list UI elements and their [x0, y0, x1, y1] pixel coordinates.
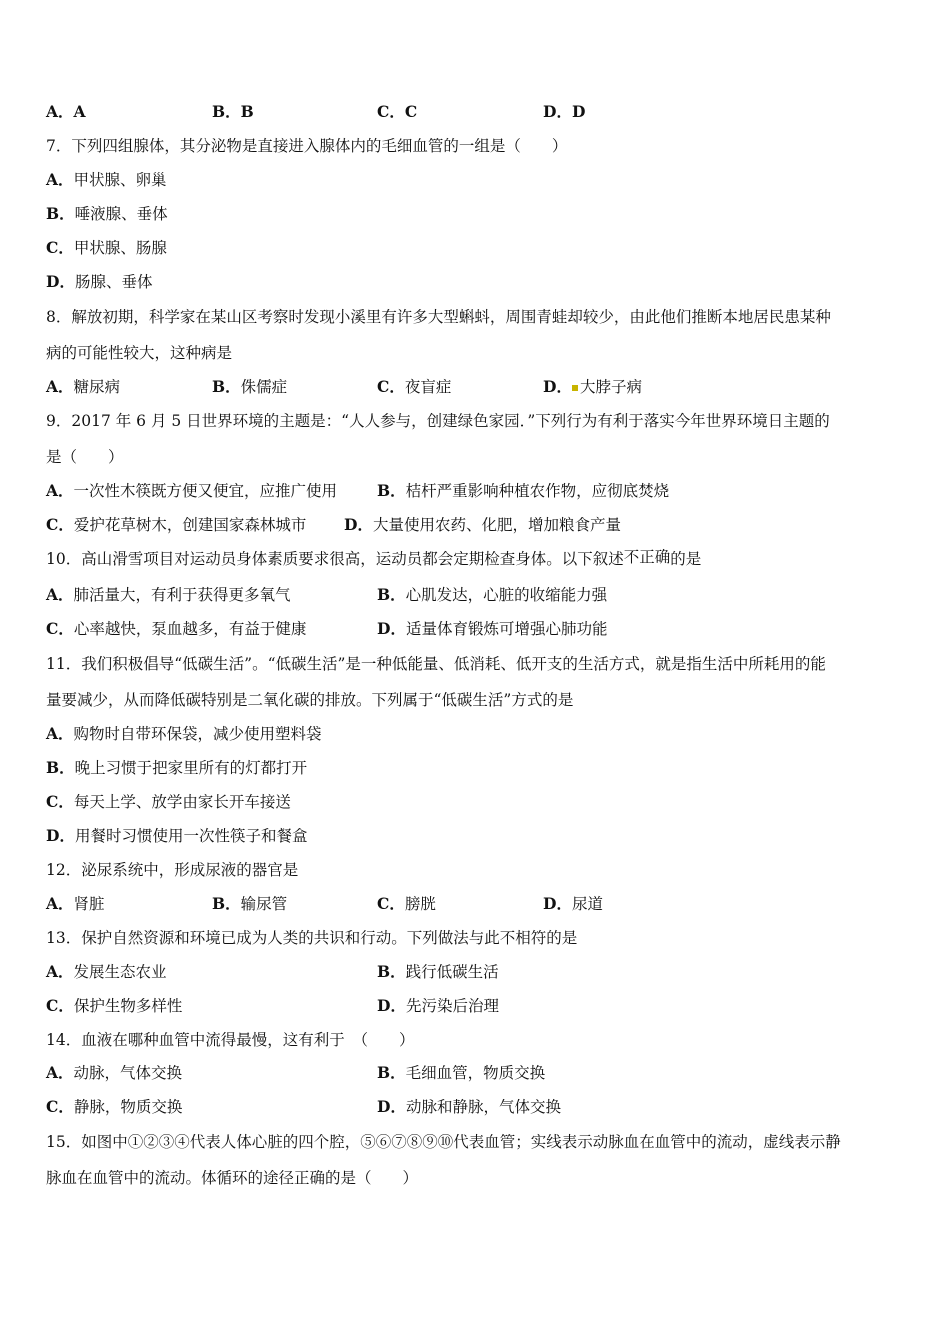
option-text: 膀胱: [404, 895, 436, 913]
q9-option-c: [46, 515, 306, 535]
option-letter: C．: [46, 619, 74, 638]
option-letter: A．: [46, 1063, 74, 1082]
q11-option-a: [46, 724, 322, 744]
option-text: 桔杆严重影响种植农作物，应彻底焚烧: [405, 482, 670, 500]
option-text: 动脉，气体交换: [73, 1064, 183, 1082]
q7-option-d: [46, 272, 152, 292]
q8-stem-line1: 8．解放初期，科学家在某山区考察时发现小溪里有许多大型蝌蚪，周围青蛙却较少，由此他们推断本地居民患某种: [46, 308, 831, 326]
q6-option-a: [46, 102, 86, 122]
option-text: 先污染后治理: [405, 997, 499, 1015]
option-letter: B．: [46, 758, 75, 777]
q10-stem-part3: 的是: [670, 550, 702, 568]
q14-stem: 14．血液在哪种血管中流得最慢，这有利于 （ ）: [46, 1031, 415, 1049]
q12-option-d: [543, 894, 603, 914]
option-text: 保护生物多样性: [73, 997, 183, 1015]
q9-stem-line2: 是（ ）: [46, 448, 124, 466]
option-text: 夜盲症: [404, 378, 452, 396]
q14-option-c: [46, 1097, 182, 1117]
option-letter: B．: [212, 894, 241, 913]
option-text: 大脖子病: [579, 378, 642, 396]
option-text: 肾脏: [73, 895, 105, 913]
option-letter: D．: [543, 377, 572, 396]
option-text: 侏儒症: [240, 378, 288, 396]
q8-option-c: [377, 377, 451, 397]
q13-option-b: [377, 962, 499, 982]
option-letter: D．: [377, 996, 406, 1015]
q13-option-d: [377, 996, 499, 1016]
option-letter: A．: [46, 102, 74, 121]
q10-option-c: [46, 619, 306, 639]
q15-stem-line1: 15．如图中①②③④代表人体心脏的四个腔，⑤⑥⑦⑧⑨⑩代表血管；实线表示动脉血在血管中的流动，虚线表示静: [46, 1133, 841, 1151]
q8-stem-line2: 病的可能性较大，这种病是: [46, 344, 233, 362]
q11-option-b: [46, 758, 307, 778]
option-letter: B．: [212, 102, 241, 121]
option-letter: C．: [377, 894, 405, 913]
option-letter: D．: [344, 515, 373, 534]
option-letter: A．: [46, 481, 74, 500]
q10-emphasis: 不正确: [623, 548, 671, 566]
q10-option-a: [46, 585, 291, 605]
q11-stem-line2: 量要减少，从而降低碳特别是二氧化碳的排放。下列属于“低碳生活”方式的是: [46, 691, 574, 709]
q9-option-a: [46, 481, 337, 501]
option-letter: A．: [46, 170, 74, 189]
option-text: D: [571, 102, 586, 121]
q15-stem-line2: 脉血在血管中的流动。体循环的途径正确的是（ ）: [46, 1169, 419, 1187]
option-text: 肠腺、垂体: [74, 273, 153, 291]
q11-option-d: [46, 826, 307, 846]
option-letter: B．: [377, 585, 406, 604]
q9-stem-line1: 9．2017 年 6 月 5 日世界环境的主题是：“人人参与，创建绿色家园．”下列行为有利于落实今年世界环境日主题的: [46, 412, 830, 430]
option-letter: B．: [212, 377, 241, 396]
option-letter: D．: [46, 826, 75, 845]
q12-option-c: [377, 894, 436, 914]
q7-option-a: [46, 170, 167, 190]
option-text: 用餐时习惯使用一次性筷子和餐盒: [74, 827, 308, 845]
option-text: 肺活量大，有利于获得更多氧气: [73, 586, 291, 604]
option-text: 一次性木筷既方便又便宜，应推广使用: [73, 482, 338, 500]
option-letter: A．: [46, 585, 74, 604]
option-letter: D．: [543, 894, 572, 913]
option-text: 晚上习惯于把家里所有的灯都打开: [74, 759, 308, 777]
option-text: 静脉，物质交换: [73, 1098, 183, 1116]
q10-option-b: [377, 585, 607, 605]
q14-option-a: [46, 1063, 182, 1083]
option-letter: A．: [46, 894, 74, 913]
option-letter: A．: [46, 962, 74, 981]
option-letter: C．: [46, 1097, 74, 1116]
q7-stem: 7．下列四组腺体，其分泌物是直接进入腺体内的毛细血管的一组是（ ）: [46, 137, 568, 155]
option-text: 每天上学、放学由家长开车接送: [73, 793, 291, 811]
option-letter: C．: [46, 792, 74, 811]
option-text: 购物时自带环保袋，减少使用塑料袋: [73, 725, 322, 743]
option-text: 爱护花草树木，创建国家森林城市: [73, 516, 307, 534]
q7-option-c: [46, 238, 167, 258]
q14-option-b: [377, 1063, 545, 1083]
option-text: 心率越快，泵血越多，有益于健康: [73, 620, 307, 638]
option-letter: B．: [46, 204, 75, 223]
option-text: 心肌发达，心脏的收缩能力强: [405, 586, 608, 604]
q13-option-a: [46, 962, 167, 982]
option-letter: C．: [46, 238, 74, 257]
option-text: 甲状腺、卵巢: [73, 171, 167, 189]
option-text: A: [73, 102, 86, 121]
yellow-mark-icon: [572, 385, 578, 391]
option-text: 大量使用农药、化肥，增加粮食产量: [372, 516, 621, 534]
q7-option-b: [46, 204, 168, 224]
q9-option-b: [377, 481, 669, 501]
option-letter: D．: [377, 1097, 406, 1116]
q12-option-a: [46, 894, 105, 914]
option-letter: D．: [46, 272, 75, 291]
q12-stem: 12．泌尿系统中，形成尿液的器官是: [46, 861, 299, 879]
option-letter: D．: [543, 102, 572, 121]
option-text: 甲状腺、肠腺: [73, 239, 167, 257]
option-letter: D．: [377, 619, 406, 638]
option-text: 适量体育锻炼可增强心肺功能: [405, 620, 608, 638]
option-text: 糖尿病: [73, 378, 121, 396]
option-letter: C．: [46, 515, 74, 534]
option-letter: B．: [377, 1063, 406, 1082]
option-text: 毛细血管，物质交换: [405, 1064, 546, 1082]
q13-stem: 13．保护自然资源和环境已成为人类的共识和行动。下列做法与此不相符的是: [46, 929, 578, 947]
option-letter: B．: [377, 481, 406, 500]
q6-option-b: [212, 102, 254, 122]
option-text: 践行低碳生活: [405, 963, 499, 981]
q11-option-c: [46, 792, 291, 812]
option-text: 输尿管: [240, 895, 288, 913]
option-text: 发展生态农业: [73, 963, 167, 981]
option-text: 动脉和静脉，气体交换: [405, 1098, 561, 1116]
option-letter: A．: [46, 724, 74, 743]
q9-option-d: [344, 515, 621, 535]
q12-option-b: [212, 894, 287, 914]
q10-stem-part1: 10．高山滑雪项目对运动员身体素质要求很高，运动员都会定期检查身体。以下叙述: [46, 550, 624, 568]
q11-stem-line1: 11．我们积极倡导“低碳生活”。“低碳生活”是一种低能量、低消耗、低开支的生活方式，就是指生活中所耗用的能: [46, 655, 826, 673]
option-text: B: [240, 102, 254, 121]
option-text: 尿道: [571, 895, 603, 913]
q6-option-c: [377, 102, 417, 122]
q10-stem: [46, 549, 701, 569]
q8-option-b: [212, 377, 287, 397]
q8-option-a: [46, 377, 120, 397]
option-text: 唾液腺、垂体: [74, 205, 168, 223]
option-letter: C．: [377, 377, 405, 396]
option-letter: A．: [46, 377, 74, 396]
option-text: C: [404, 102, 418, 121]
q10-option-d: [377, 619, 607, 639]
option-letter: B．: [377, 962, 406, 981]
option-letter: C．: [377, 102, 405, 121]
q14-option-d: [377, 1097, 561, 1117]
q13-option-c: [46, 996, 182, 1016]
q6-option-d: [543, 102, 585, 122]
q8-option-d: [543, 377, 642, 397]
option-letter: C．: [46, 996, 74, 1015]
